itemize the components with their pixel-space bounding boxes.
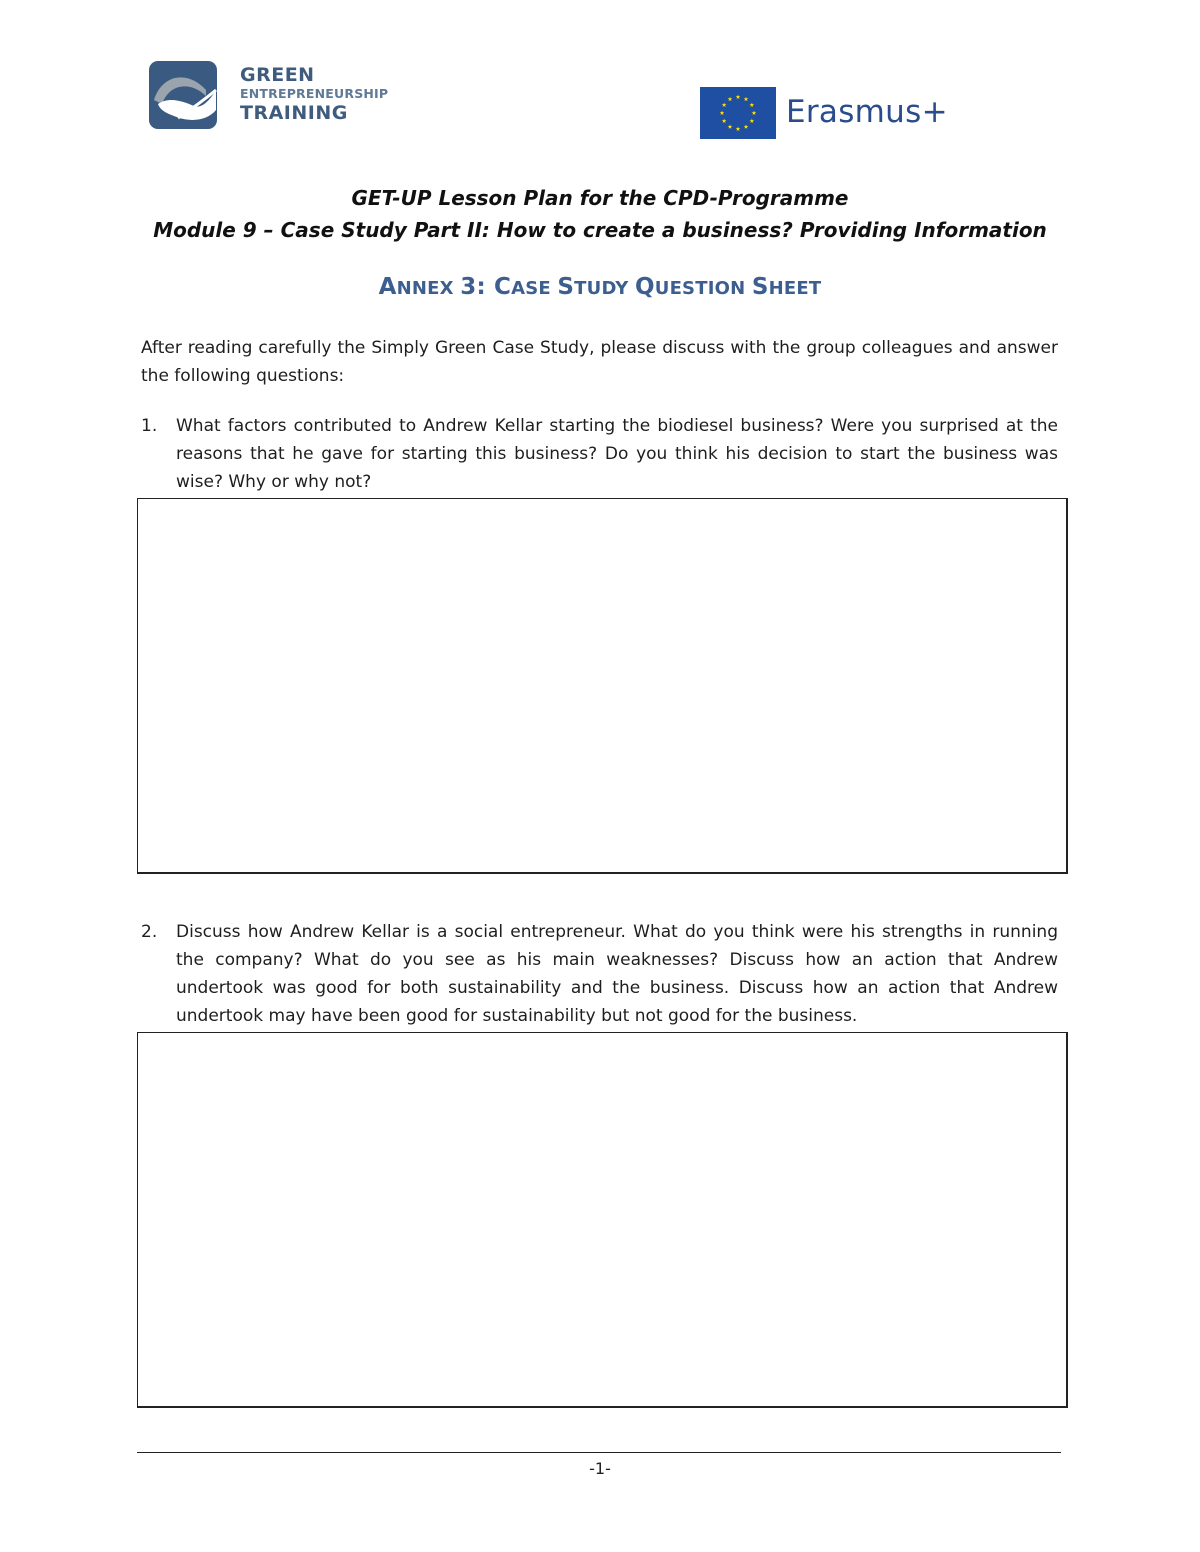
eu-flag-icon (700, 87, 776, 139)
annex-heet: HEET (768, 278, 822, 299)
page-number: -1- (589, 1459, 611, 1478)
annex-s: S (557, 274, 575, 300)
annex-a: A (378, 274, 397, 300)
document-title (0, 182, 1200, 246)
annex-uestion: UESTION (654, 278, 752, 299)
get-logo-text (240, 66, 388, 123)
erasmus-plus-logo (700, 87, 960, 139)
annex-num: 3: C (460, 274, 512, 300)
erasmus-wordmark: Erasmus+ (786, 94, 948, 130)
annex-s2: S (751, 274, 769, 300)
intro-paragraph: After reading carefully the Simply Green Case Study, please discuss with the group colleagues and answer the following questions: (141, 338, 1058, 386)
question-2 (141, 918, 1058, 1030)
title-line-2: Module 9 – Case Study Part II: How to create a business? Providing Information (153, 218, 1047, 242)
answer-box-1[interactable] (137, 498, 1068, 874)
annex-tudy: TUDY (574, 278, 635, 299)
footer-divider (137, 1452, 1061, 1453)
logo-line-entrepreneurship: ENTREPRENEURSHIP (240, 86, 389, 101)
annex-heading (0, 274, 1200, 300)
logo-line-green: GREEN (240, 64, 315, 86)
get-wave-logo-icon (148, 60, 218, 130)
question-number: 1. (141, 416, 158, 436)
annex-nnex: NNEX (396, 278, 461, 299)
title-line-1: GET-UP Lesson Plan for the CPD-Programme (351, 186, 849, 210)
logo-line-training: TRAINING (240, 101, 348, 124)
green-entrepreneurship-training-logo (148, 60, 388, 132)
question-number: 2. (141, 922, 158, 942)
question-text: Discuss how Andrew Kellar is a social entrepreneur. What do you think were his strengths in running the company? What do you see as his main weaknesses? Discuss how an action that Andrew undertook was good for both sustainability and the business. Discuss how an action that Andrew undertook may have been good for sustainability but not good for the business. (176, 922, 1058, 1026)
question-1 (141, 412, 1058, 496)
annex-ase: ASE (511, 278, 558, 299)
annex-q: Q (634, 274, 655, 300)
question-text: What factors contributed to Andrew Kellar starting the biodiesel business? Were you surprised at the reasons that he gave for starting this business? Do you think his decision to start the business was wise? Why or why not? (176, 416, 1058, 492)
answer-box-2[interactable] (137, 1032, 1068, 1408)
